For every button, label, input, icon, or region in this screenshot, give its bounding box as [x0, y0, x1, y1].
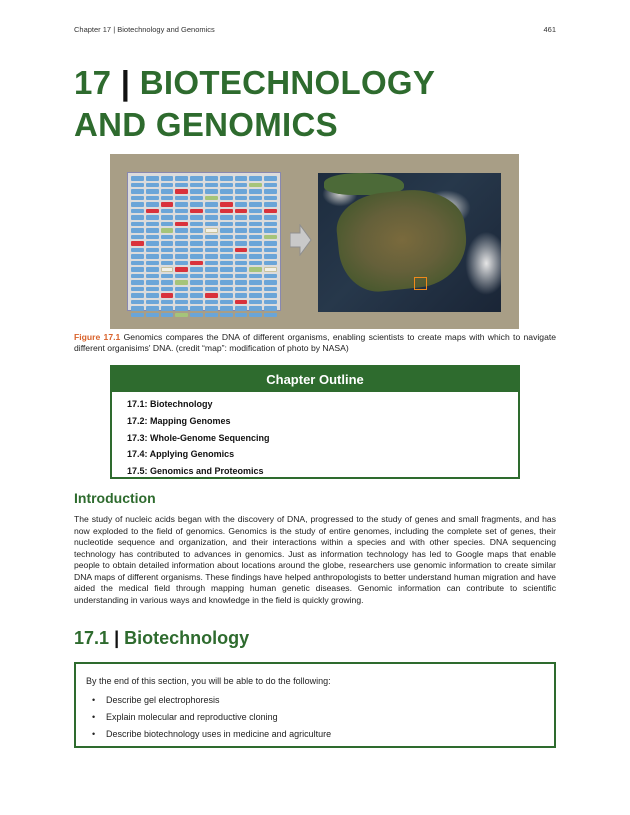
dna-grid-cell: [131, 300, 144, 305]
dna-grid-cell: [146, 248, 159, 253]
dna-grid-cell: [146, 215, 159, 220]
dna-grid-illustration: [127, 172, 281, 311]
dna-grid-cell: [175, 254, 188, 259]
dna-grid-cell: [249, 202, 262, 207]
dna-grid-cell: [131, 267, 144, 272]
figure-caption-text: Genomics compares the DNA of different organisms, enabling scientists to create maps with which to navigate different organisims' DNA. (credit “map”: modification of photo by NASA): [74, 332, 557, 353]
dna-grid-cell: [190, 306, 203, 311]
dna-grid-cell: [264, 261, 277, 266]
dna-grid-cell: [235, 300, 248, 305]
dna-grid-cell: [220, 209, 233, 214]
dna-grid-cell: [264, 313, 277, 318]
dna-grid-cell: [146, 313, 159, 318]
dna-grid-cell: [175, 176, 188, 181]
dna-grid-cell: [264, 274, 277, 279]
chapter-outline: [110, 365, 520, 479]
dna-grid-cell: [205, 209, 218, 214]
dna-grid-cell: [190, 215, 203, 220]
dna-grid-cell: [220, 306, 233, 311]
dna-grid-cell: [146, 202, 159, 207]
dna-grid-cell: [220, 176, 233, 181]
dna-grid-cell: [146, 254, 159, 259]
dna-grid-cell: [264, 189, 277, 194]
chapter-outline-heading: Chapter Outline: [112, 367, 518, 392]
dna-grid-cell: [264, 267, 277, 272]
dna-grid-cell: [235, 274, 248, 279]
dna-grid-cell: [220, 215, 233, 220]
dna-grid-cell: [235, 196, 248, 201]
dna-grid-cell: [220, 248, 233, 253]
dna-grid-cell: [175, 196, 188, 201]
dna-grid-cell: [220, 241, 233, 246]
dna-grid-cell: [264, 228, 277, 233]
dna-grid-cell: [175, 209, 188, 214]
dna-grid-cell: [131, 248, 144, 253]
chapter-outline-list: [112, 392, 518, 480]
dna-grid-cell: [161, 241, 174, 246]
dna-grid-cell: [146, 235, 159, 240]
dna-grid-cell: [161, 222, 174, 227]
dna-grid-cell: [131, 196, 144, 201]
dna-grid-cell: [220, 196, 233, 201]
dna-grid-cell: [220, 313, 233, 318]
section-title: Biotechnology: [124, 628, 250, 648]
dna-grid-cell: [235, 254, 248, 259]
dna-grid-cell: [161, 228, 174, 233]
dna-grid-cell: [161, 209, 174, 214]
dna-grid-cell: [161, 176, 174, 181]
dna-grid-cell: [264, 235, 277, 240]
dna-grid-cell: [220, 274, 233, 279]
dna-grid-cell: [235, 215, 248, 220]
dna-grid-cell: [146, 196, 159, 201]
dna-grid-cell: [205, 196, 218, 201]
dna-grid-cell: [146, 261, 159, 266]
dna-grid-cell: [205, 261, 218, 266]
objective-item: [92, 726, 554, 743]
dna-grid-cell: [131, 306, 144, 311]
dna-grid-cell: [131, 222, 144, 227]
dna-grid-cell: [175, 228, 188, 233]
dna-grid-cell: [205, 254, 218, 259]
dna-grid-cell: [131, 209, 144, 214]
dna-grid-cell: [175, 306, 188, 311]
dna-grid-cell: [264, 287, 277, 292]
dna-grid-cell: [161, 235, 174, 240]
dna-grid-cell: [235, 248, 248, 253]
title-separator: |: [120, 64, 131, 101]
dna-grid-cell: [220, 183, 233, 188]
dna-grid-cell: [131, 313, 144, 318]
dna-grid-cell: [146, 228, 159, 233]
dna-grid-cell: [161, 261, 174, 266]
dna-grid-cell: [175, 280, 188, 285]
dna-grid-cell: [235, 306, 248, 311]
dna-grid-cell: [175, 189, 188, 194]
dna-grid-cell: [131, 261, 144, 266]
dna-grid-cell: [264, 241, 277, 246]
dna-grid-cell: [235, 183, 248, 188]
dna-grid-cell: [131, 287, 144, 292]
outline-item: 17.3: Whole-Genome Sequencing: [127, 432, 270, 443]
section-separator: |: [114, 628, 120, 648]
dna-grid-cell: [146, 209, 159, 214]
dna-grid-cell: [161, 300, 174, 305]
dna-grid-cell: [161, 183, 174, 188]
dna-grid-cell: [190, 274, 203, 279]
dna-grid-cell: [235, 209, 248, 214]
dna-grid-cell: [264, 254, 277, 259]
figure-label: Figure 17.1: [74, 332, 121, 342]
dna-grid-cell: [220, 235, 233, 240]
dna-grid-cell: [175, 274, 188, 279]
dna-grid-cell: [220, 254, 233, 259]
dna-grid-cell: [175, 313, 188, 318]
objective-item: [92, 709, 554, 726]
dna-grid-cell: [205, 222, 218, 227]
map-location-marker: [414, 277, 427, 290]
outline-item: 17.2: Mapping Genomes: [127, 415, 231, 426]
dna-grid-cell: [249, 183, 262, 188]
dna-grid-cell: [264, 300, 277, 305]
dna-grid-cell: [190, 313, 203, 318]
section-heading: [74, 628, 249, 649]
dna-grid-cell: [146, 267, 159, 272]
dna-grid-cell: [161, 196, 174, 201]
dna-grid-cell: [220, 267, 233, 272]
dna-grid-cell: [175, 222, 188, 227]
dna-grid-cell: [235, 235, 248, 240]
dna-grid-cell: [131, 241, 144, 246]
dna-grid-cell: [249, 215, 262, 220]
dna-grid-cell: [205, 287, 218, 292]
dna-grid-cell: [161, 189, 174, 194]
dna-grid-cell: [205, 176, 218, 181]
dna-grid-cell: [175, 183, 188, 188]
dna-grid-cell: [161, 248, 174, 253]
dna-grid-cell: [146, 280, 159, 285]
dna-grid-cell: [161, 293, 174, 298]
dna-grid-cell: [146, 287, 159, 292]
dna-grid-cell: [220, 222, 233, 227]
dna-grid-cell: [220, 293, 233, 298]
outline-item: 17.5: Genomics and Proteomics: [127, 466, 264, 477]
running-head: [74, 25, 556, 34]
dna-grid-cell: [175, 248, 188, 253]
objectives-intro: By the end of this section, you will be able to do the following:: [86, 676, 331, 686]
dna-grid-cell: [175, 261, 188, 266]
dna-grid-cell: [249, 293, 262, 298]
dna-grid-cell: [205, 293, 218, 298]
dna-grid-cell: [205, 215, 218, 220]
dna-grid-cell: [161, 274, 174, 279]
dna-grid-cell: [190, 280, 203, 285]
dna-grid-cell: [175, 215, 188, 220]
dna-grid-cell: [190, 287, 203, 292]
dna-grid-cell: [235, 241, 248, 246]
dna-grid-cell: [249, 313, 262, 318]
bullet-icon: •: [92, 712, 96, 722]
dna-grid-cell: [131, 228, 144, 233]
outline-item: 17.4: Applying Genomics: [127, 449, 235, 460]
dna-grid-cell: [205, 248, 218, 253]
dna-grid-cell: [249, 287, 262, 292]
dna-grid-cell: [220, 287, 233, 292]
dna-grid-cell: [146, 300, 159, 305]
dna-grid-cell: [190, 241, 203, 246]
dna-grid-cell: [249, 248, 262, 253]
dna-grid-cell: [249, 306, 262, 311]
dna-grid-cell: [235, 176, 248, 181]
dna-grid-cell: [264, 248, 277, 253]
objective-text: Explain molecular and reproductive cloning: [106, 712, 278, 722]
objective-text: Describe biotechnology uses in medicine and agriculture: [106, 729, 332, 739]
dna-grid-cell: [220, 300, 233, 305]
dna-grid-cell: [161, 306, 174, 311]
dna-grid-cell: [146, 274, 159, 279]
dna-grid-cell: [264, 280, 277, 285]
dna-grid-cell: [264, 196, 277, 201]
dna-grid-cell: [264, 176, 277, 181]
page-number: 461: [543, 25, 556, 34]
dna-grid-cell: [146, 222, 159, 227]
dna-grid-cell: [264, 306, 277, 311]
dna-grid-cell: [190, 189, 203, 194]
dna-grid-cell: [264, 293, 277, 298]
introduction-heading: Introduction: [74, 490, 156, 506]
dna-grid-cell: [146, 306, 159, 311]
dna-grid-cell: [205, 313, 218, 318]
dna-grid-cell: [249, 235, 262, 240]
dna-grid-cell: [205, 306, 218, 311]
dna-grid-cell: [235, 313, 248, 318]
dna-grid-cell: [249, 241, 262, 246]
dna-grid-cell: [131, 202, 144, 207]
dna-grid-cell: [161, 287, 174, 292]
dna-grid-cell: [146, 183, 159, 188]
dna-grid-cell: [249, 222, 262, 227]
dna-grid-cell: [175, 300, 188, 305]
dna-grid-cell: [190, 235, 203, 240]
dna-grid-cell: [205, 228, 218, 233]
dna-grid-cell: [220, 189, 233, 194]
dna-grid-cell: [190, 254, 203, 259]
dna-grid-cell: [190, 202, 203, 207]
dna-grid-cell: [249, 176, 262, 181]
outline-item: 17.1: Biotechnology: [127, 399, 213, 409]
dna-grid-cell: [264, 183, 277, 188]
dna-grid-cell: [131, 293, 144, 298]
dna-grid-cell: [220, 261, 233, 266]
dna-grid-cell: [235, 189, 248, 194]
dna-grid-cell: [249, 261, 262, 266]
dna-grid-cell: [161, 280, 174, 285]
dna-grid-cell: [235, 280, 248, 285]
dna-grid-cell: [131, 274, 144, 279]
chapter-number: 17: [74, 64, 112, 101]
dna-grid-cell: [205, 300, 218, 305]
dna-grid-cell: [146, 241, 159, 246]
dna-grid-cell: [205, 280, 218, 285]
dna-grid-cell: [235, 222, 248, 227]
dna-grid-cell: [131, 280, 144, 285]
dna-grid-cell: [190, 222, 203, 227]
dna-grid-cell: [190, 209, 203, 214]
dna-grid-cell: [235, 228, 248, 233]
dna-grid-cell: [161, 202, 174, 207]
map-landmass: [333, 185, 471, 296]
dna-grid-cell: [264, 209, 277, 214]
objective-item: [92, 692, 554, 709]
dna-grid-cell: [131, 215, 144, 220]
dna-grid-cell: [131, 189, 144, 194]
bullet-icon: •: [92, 695, 96, 705]
dna-grid-cell: [264, 222, 277, 227]
dna-grid-cell: [190, 196, 203, 201]
dna-grid-cell: [175, 287, 188, 292]
dna-grid-cell: [220, 202, 233, 207]
dna-grid-cell: [190, 248, 203, 253]
dna-grid-cell: [190, 300, 203, 305]
dna-grid-cell: [235, 287, 248, 292]
dna-grid-cell: [249, 189, 262, 194]
dna-grid-cell: [249, 254, 262, 259]
dna-grid-cell: [175, 202, 188, 207]
arrow-right-icon: [290, 224, 312, 256]
dna-grid-cell: [190, 261, 203, 266]
dna-grid-cell: [175, 293, 188, 298]
satellite-map-image: [318, 173, 501, 312]
dna-grid-cell: [249, 300, 262, 305]
bullet-icon: •: [92, 729, 96, 739]
running-head-chapter: Chapter 17 | Biotechnology and Genomics: [74, 25, 215, 34]
dna-grid-cell: [205, 274, 218, 279]
dna-grid-cell: [161, 267, 174, 272]
dna-grid-cell: [190, 228, 203, 233]
dna-grid-cell: [235, 267, 248, 272]
section-number: 17.1: [74, 628, 110, 648]
objective-text: Describe gel electrophoresis: [106, 695, 220, 705]
dna-grid-cell: [146, 176, 159, 181]
dna-grid-cell: [131, 176, 144, 181]
dna-grid-cell: [220, 280, 233, 285]
dna-grid-cell: [131, 183, 144, 188]
dna-grid-cell: [249, 267, 262, 272]
dna-grid-cell: [205, 202, 218, 207]
chapter-title-line2: AND GENOMICS: [74, 106, 338, 143]
dna-grid-cell: [190, 176, 203, 181]
dna-grid-cell: [161, 254, 174, 259]
dna-grid-cell: [175, 241, 188, 246]
dna-grid-cell: [205, 267, 218, 272]
objectives-list: [86, 692, 554, 743]
dna-grid-cell: [161, 215, 174, 220]
dna-grid-cell: [249, 228, 262, 233]
dna-grid-cell: [146, 189, 159, 194]
dna-grid-cell: [220, 228, 233, 233]
dna-grid-cell: [190, 183, 203, 188]
learning-objectives: [74, 662, 556, 748]
dna-grid-cell: [175, 267, 188, 272]
dna-grid-cell: [175, 235, 188, 240]
dna-grid-cell: [146, 293, 159, 298]
dna-grid-cell: [235, 293, 248, 298]
dna-grid-cell: [264, 215, 277, 220]
figure-image: [110, 154, 519, 329]
dna-grid-cell: [235, 261, 248, 266]
dna-grid-cell: [131, 254, 144, 259]
chapter-title: [74, 62, 564, 146]
dna-grid-cell: [131, 235, 144, 240]
dna-grid-cell: [205, 183, 218, 188]
dna-grid-cell: [264, 202, 277, 207]
dna-grid-cell: [235, 202, 248, 207]
dna-grid-cell: [249, 274, 262, 279]
dna-grid-cell: [161, 313, 174, 318]
dna-grid-cell: [249, 196, 262, 201]
figure-caption: [74, 332, 556, 354]
dna-grid-cell: [205, 241, 218, 246]
introduction-body: The study of nucleic acids began with the discovery of DNA, progressed to the study of genes and small fragments, and has now exploded to the field of genomics. Genomics is the study of entire genomes, including the complete set of genes, their nucleotide sequence and organization, and their interactions within a species and with other species. DNA sequencing technology has contributed to advances in genomics. Just as information technology has led to Google maps that enable people to obtain detailed information about locations around the globe, researchers use genomic information to create similar DNA maps of different organisms. These findings have helped anthropologists to better understand human migration and have aided the medical field through mapping human genetic diseases. Genomic information can contribute to scientific understanding in various ways and knowledge in the field is quickly growing.: [74, 514, 556, 605]
dna-grid-cell: [249, 280, 262, 285]
dna-grid-cell: [190, 293, 203, 298]
dna-grid-cell: [190, 267, 203, 272]
dna-grid-cell: [249, 209, 262, 214]
dna-grid-cell: [205, 189, 218, 194]
chapter-title-line1: BIOTECHNOLOGY: [139, 64, 436, 101]
dna-grid-cell: [205, 235, 218, 240]
